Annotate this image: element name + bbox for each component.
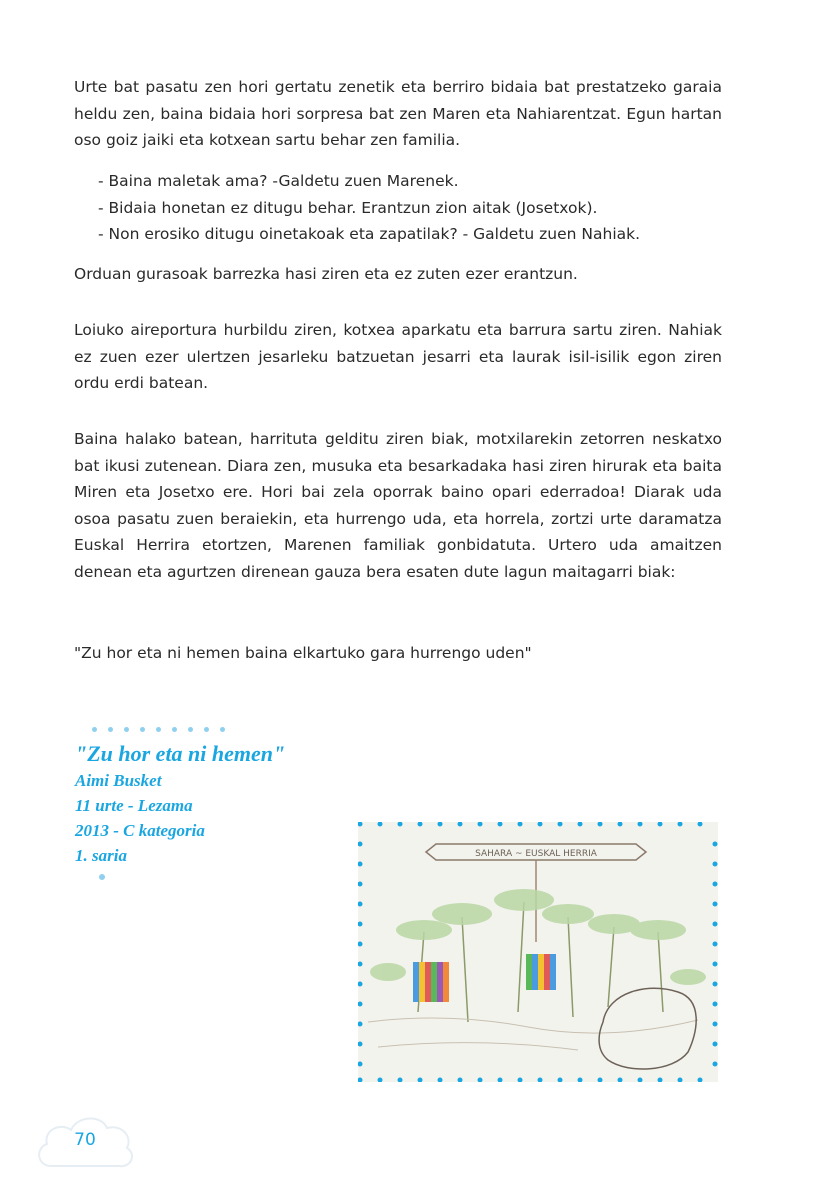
paragraph-intro: Urte bat pasatu zen hori gertatu zenetik eta berriro bidaia bat prestatzeko garaia heldu zen, baina bidaia hori sorpresa bat zen Maren eta Nahiarentzat. Egun hartan oso goiz jaiki eta kotxean sartu behar zen familia.	[74, 78, 722, 149]
decorative-dot	[99, 874, 105, 880]
paragraph-airport: Loiuko aireportura hurbildu ziren, kotxea aparkatu eta barrura sartu ziren. Nahiak ez zuen ezer ulertzen jesarleku batzuetan jesarri eta laurak isil-isilik egon ziren ordu erdi batean.	[74, 321, 722, 392]
page-number: 70	[74, 1130, 96, 1150]
prize: 1. saria	[75, 846, 127, 865]
decorative-dots	[92, 727, 225, 732]
sign-text: SAHARA ~ EUSKAL HERRIA	[475, 849, 597, 859]
dialog-list	[98, 168, 640, 248]
closing-quote: "Zu hor eta ni hemen baina elkartuko gara hurrengo uden"	[74, 644, 532, 662]
dialog-line: - Non erosiko ditugu oinetakoak eta zapatilak? - Galdetu zuen Nahiak.	[98, 225, 641, 243]
dialog-line: - Baina maletak ama? -Galdetu zuen Marenek.	[98, 172, 459, 190]
illustration-drawing	[358, 822, 718, 1082]
year-category: 2013 - C kategoria	[75, 821, 205, 840]
story-credits	[75, 740, 285, 868]
paragraph-diara: Baina halako batean, harrituta gelditu ziren biak, motxilarekin zetorren neskatxo bat ikusi zutenean. Diara zen, musuka eta besarkadaka hasi ziren hirurak eta baita Miren eta Josetxo ere. Hori bai zela oporrak baino opari ederradoa! Diarak uda osoa pasatu zuen beraiekin, eta hurrengo uda, eta horrela, zortzi urte daramatza Euskal Herrira etortzen, Marenen familiak gonbidatuta. Urtero uda amaitzen denean eta agurtzen direnean gauza bera esaten dute lagun maitagarri biak:	[74, 430, 722, 581]
paragraph-parents: Orduan gurasoak barrezka hasi ziren eta ez zuten ezer erantzun.	[74, 265, 578, 283]
dialog-line: - Bidaia honetan ez ditugu behar. Erantzun zion aitak (Josetxok).	[98, 198, 598, 217]
dotted-frame	[358, 822, 718, 1082]
story-title: "Zu hor eta ni hemen"	[75, 741, 286, 766]
author-name: Aimi Busket	[75, 771, 162, 790]
author-age-place: 11 urte - Lezama	[75, 796, 193, 815]
